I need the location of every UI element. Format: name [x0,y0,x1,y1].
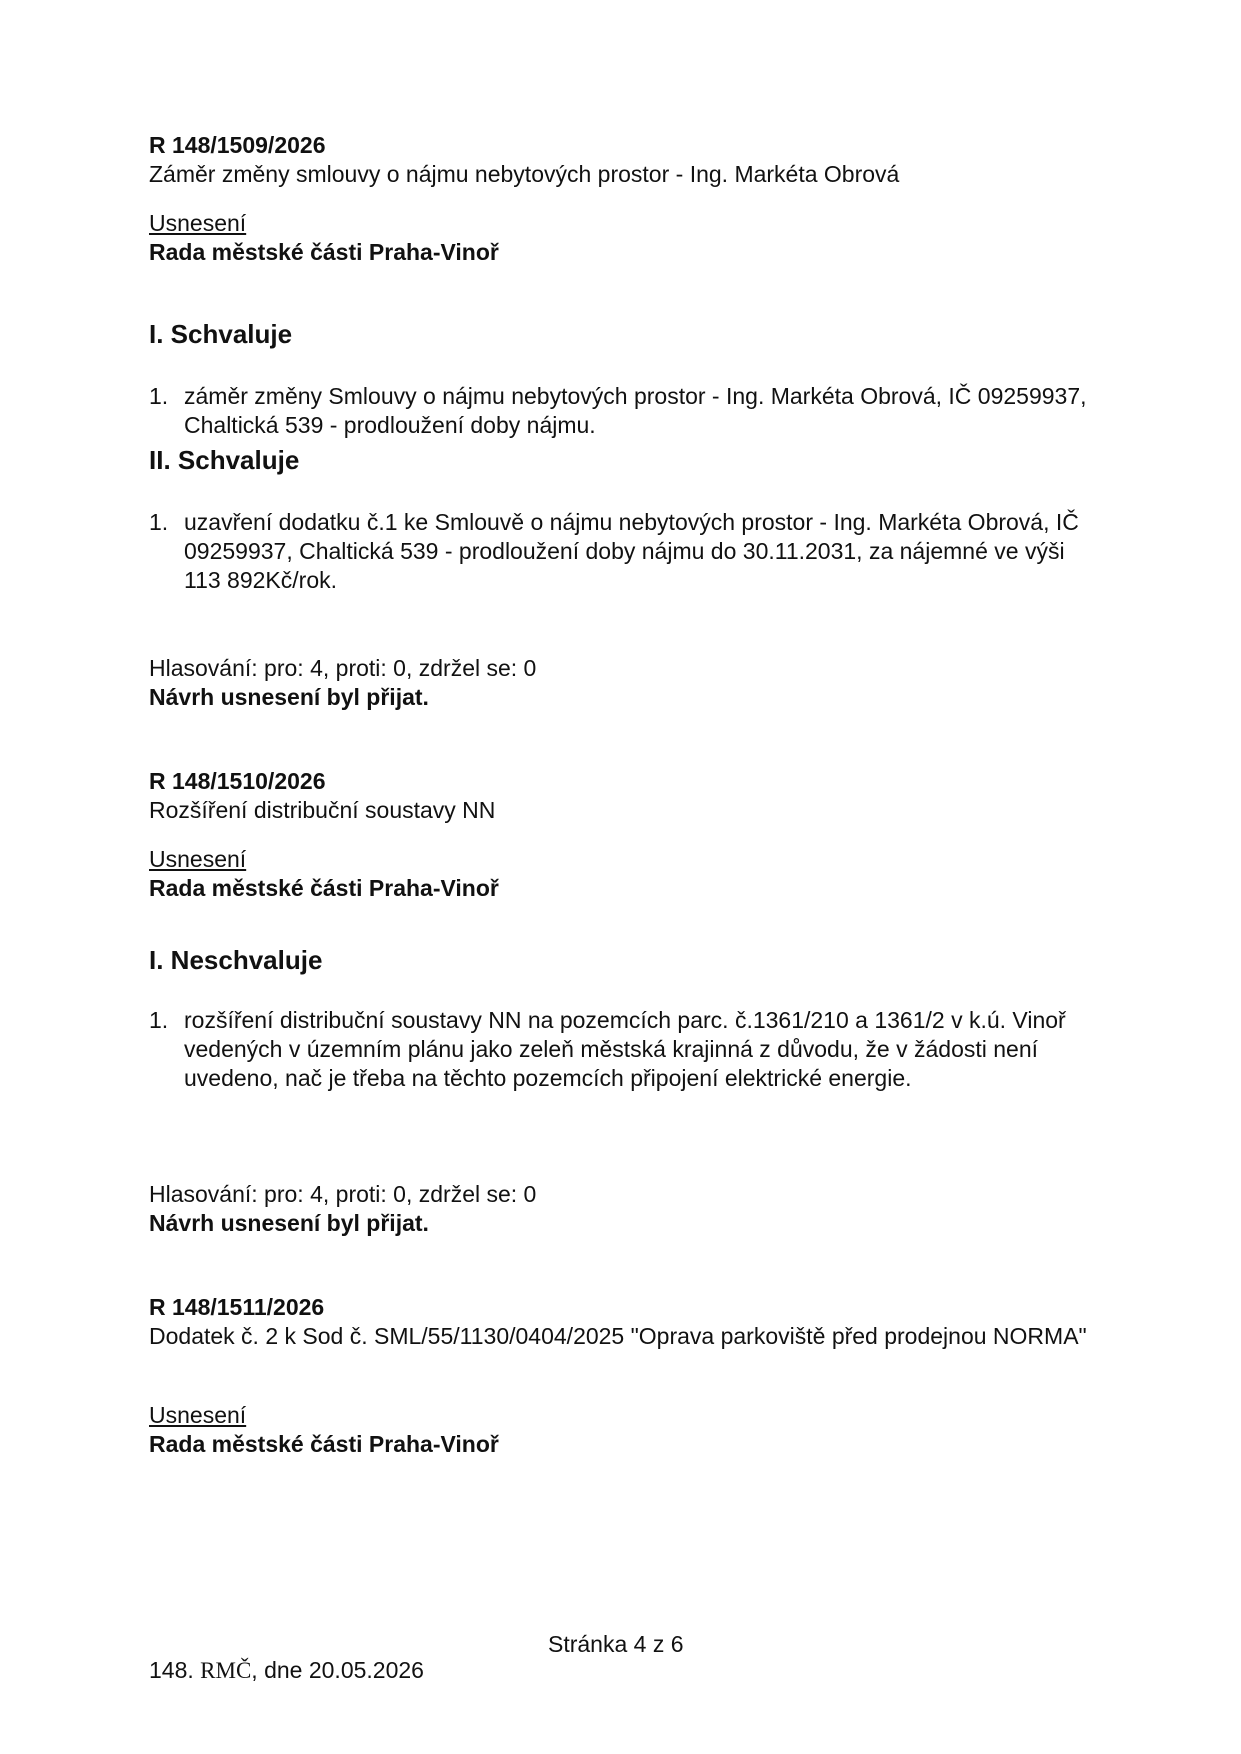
meeting-footer [149,1656,424,1685]
decision-heading-text: I. Neschvaluje [149,945,323,975]
usneseni-label: Usnesení [149,1402,247,1428]
decision-heading [149,444,1099,476]
resolution-code: R 148/1509/2026 [149,132,326,158]
council-name: Rada městské části Praha-Vinoř [149,239,499,265]
voting-block [149,1180,1099,1238]
decision-item [149,382,1099,440]
resolution-code: R 148/1510/2026 [149,768,326,794]
resolution-header [149,845,1099,903]
council-name: Rada městské části Praha-Vinoř [149,875,499,901]
resolution-title: Záměr změny smlouvy o nájmu nebytových prostor - Ing. Markéta Obrová [149,161,900,187]
decision-heading [149,944,1099,976]
item-number: 1. [149,383,169,409]
decision-item [149,1006,1099,1093]
decision-item [149,508,1099,595]
item-text: rozšíření distribuční soustavy NN na pozemcích parc. č.1361/210 a 1361/2 v k.ú. Vinoř vedených v územním plánu jako zeleň městská krajinná z důvodu, že v žádosti není uvedeno, nač je třeba na těchto pozemcích připojení elektrické energie. [184,1007,1066,1091]
usneseni-label: Usnesení [149,846,247,872]
voting-result: Hlasování: pro: 4, proti: 0, zdržel se: 0 [149,655,537,681]
page-number: Stránka 4 z 6 [548,1631,684,1657]
voting-result: Hlasování: pro: 4, proti: 0, zdržel se: 0 [149,1181,537,1207]
resolution-title: Rozšíření distribuční soustavy NN [149,797,496,823]
resolution-block [149,1293,1099,1351]
decision-heading-text: II. Schvaluje [149,445,300,475]
decision-heading [149,318,1099,350]
resolution-header [149,1401,1099,1459]
usneseni-label: Usnesení [149,210,247,236]
resolution-header [149,209,1099,267]
meeting-number: 148. [149,1657,201,1683]
resolution-block [149,767,1099,825]
item-text: uzavření dodatku č.1 ke Smlouvě o nájmu nebytových prostor - Ing. Markéta Obrová, IČ 09259937, Chaltická 539 - prodloužení doby nájmu do 30.11.2031, za nájemné ve výši 113 892Kč/rok. [184,509,1079,593]
decision-heading-text: I. Schvaluje [149,319,293,349]
item-number: 1. [149,509,169,535]
item-text: záměr změny Smlouvy o nájmu nebytových prostor - Ing. Markéta Obrová, IČ 09259937, Chaltická 539 - prodloužení doby nájmu. [184,383,1087,438]
voting-block [149,654,1099,712]
resolution-outcome: Návrh usnesení byl přijat. [149,684,429,710]
item-number: 1. [149,1007,169,1033]
meeting-abbr: RMČ [200,1658,252,1683]
council-name: Rada městské části Praha-Vinoř [149,1431,499,1457]
resolution-title: Dodatek č. 2 k Sod č. SML/55/1130/0404/2025 "Oprava parkoviště před prodejnou NORMA" [149,1323,1087,1349]
resolution-outcome: Návrh usnesení byl přijat. [149,1210,429,1236]
resolution-block [149,131,1099,189]
resolution-code: R 148/1511/2026 [149,1294,325,1320]
meeting-date: , dne 20.05.2026 [251,1657,424,1683]
